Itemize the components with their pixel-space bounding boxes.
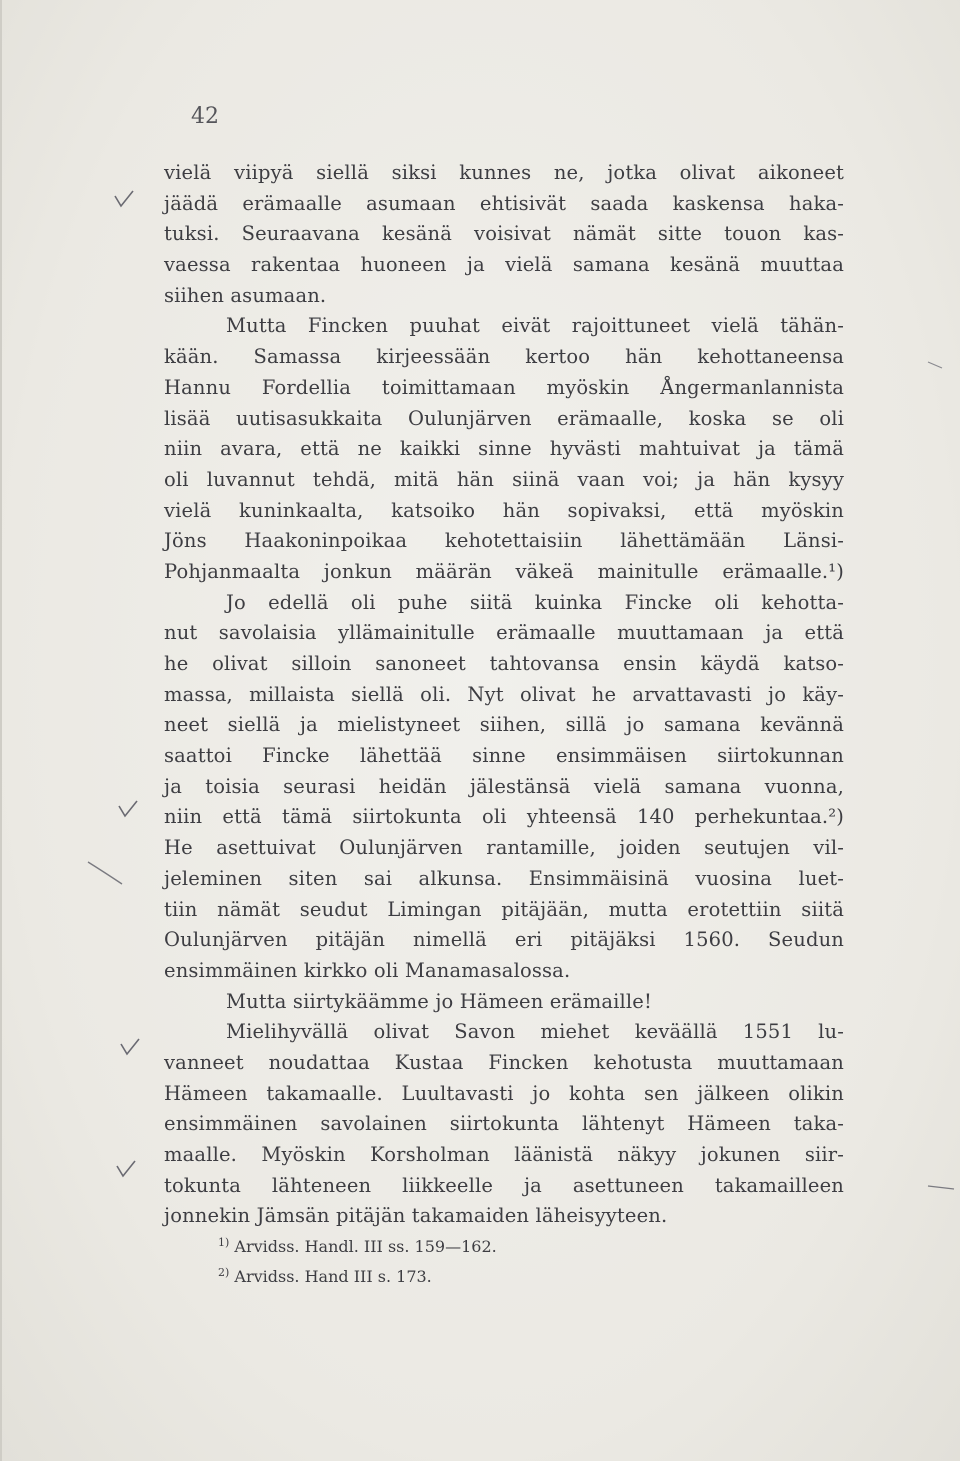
text-line: tokunta lähteneen liikkeelle ja asettuneen takamailleen (164, 1173, 844, 1197)
text-line: nut savolaisia yllämainitulle erämaalle muuttamaan ja että (164, 621, 844, 645)
footnote-text: Arvidss. Hand III s. 173. (234, 1267, 432, 1286)
page-number: 42 (191, 104, 219, 129)
check-mark-icon (114, 1158, 138, 1180)
text-line: jeleminen siten sai alkunsa. Ensimmäisinä vuosina luet- (164, 866, 844, 890)
text-line: Jöns Haakoninpoikaa kehotettaisiin lähettämään Länsi- (164, 529, 844, 553)
footnote (218, 1258, 718, 1288)
text-line: jonnekin Jämsän pitäjän takamaiden läheisyyteen. (164, 1204, 668, 1228)
text-line: he olivat silloin sanoneet tahtovansa ensin käydä katso- (164, 652, 844, 675)
text-line: jäädä erämaalle asumaan ehtisivät saada kaskensa haka- (164, 191, 844, 215)
text-line: Pohjanmaalta jonkun määrän väkeä mainitulle erämaalle.¹) (164, 559, 844, 583)
text-line: Hämeen takamaalle. Luultavasti jo kohta sen jälkeen olikin (164, 1081, 844, 1105)
text-line: Mutta Fincken puuhat eivät rajoittuneet vielä tähän- (226, 314, 844, 338)
pencil-stroke-icon (926, 1180, 956, 1194)
text-line: ja toisia seurasi heidän jälestänsä vielä samana vuonna, (164, 774, 844, 798)
text-line: niin avara, että ne kaikki sinne hyvästi mahtuivat ja tämä (164, 437, 844, 461)
text-line: Oulunjärven pitäjän nimellä eri pitäjäksi 1560. Seudun (164, 928, 844, 952)
text-line: oli luvannut tehdä, mitä hän siinä vaan voi; ja hän kysyy (164, 467, 844, 491)
text-line: siihen asumaan. (164, 283, 327, 307)
text-line: kään. Samassa kirjeessään kertoo hän kehottaneensa (164, 345, 844, 369)
text-line: niin että tämä siirtokunta oli yhteensä 140 perhekuntaa.²) (164, 805, 844, 829)
text-line: neet siellä ja mielistyneet siihen, sillä jo samana kevännä (164, 713, 844, 737)
pencil-stroke-icon (926, 358, 946, 372)
text-line: ensimmäinen savolainen siirtokunta lähtenyt Hämeen taka- (164, 1112, 844, 1136)
text-line: Mielihyvällä olivat Savon miehet keväällä 1551 lu- (226, 1020, 844, 1044)
text-line: Jo edellä oli puhe siitä kuinka Fincke oli kehotta- (226, 590, 844, 614)
check-mark-icon (116, 798, 140, 820)
text-line: He asettuivat Oulunjärven rantamille, joiden seutujen vil- (164, 836, 844, 860)
text-line: Hannu Fordellia toimittamaan myöskin Ångermanlannista (164, 375, 844, 399)
text-line: massa, millaista siellä oli. Nyt olivat he arvattavasti jo käy- (164, 682, 844, 706)
text-line: maalle. Myöskin Korsholman läänistä näkyy jokunen siir- (164, 1143, 844, 1166)
text-line: ensimmäinen kirkko oli Manamasalossa. (164, 958, 571, 982)
text-line: Mutta siirtykäämme jo Hämeen erämaille! (226, 989, 652, 1013)
text-line: tuksi. Seuraavana kesänä voisivat nämät sitte touon kas- (164, 222, 844, 246)
footnote-mark: 1) (218, 1236, 230, 1249)
pencil-stroke-icon (86, 858, 126, 888)
text-line: vaessa rakentaa huoneen ja vielä samana kesänä muuttaa (164, 253, 844, 277)
footnote-mark: 2) (218, 1266, 230, 1279)
text-line: lisää uutisasukkaita Oulunjärven erämaalle, koska se oli (164, 406, 844, 430)
text-line: tiin nämät seudut Limingan pitäjään, mutta erotettiin siitä (164, 897, 844, 921)
body-text (164, 158, 844, 1232)
check-mark-icon (112, 188, 136, 210)
text-line: vielä kuninkaalta, katsoiko hän sopivaksi, että myöskin (164, 498, 844, 522)
scan-edge-left (0, 0, 2, 1461)
text-line: saattoi Fincke lähettää sinne ensimmäisen siirtokunnan (164, 744, 844, 768)
footnote-text: Arvidss. Handl. III ss. 159—162. (234, 1237, 497, 1256)
check-mark-icon (118, 1036, 142, 1058)
footnotes (218, 1228, 718, 1288)
text-line: vielä viipyä siellä siksi kunnes ne, jotka olivat aikoneet (164, 161, 844, 184)
footnote (218, 1228, 718, 1258)
text-line: vanneet noudattaa Kustaa Fincken kehotusta muuttamaan (164, 1050, 844, 1074)
